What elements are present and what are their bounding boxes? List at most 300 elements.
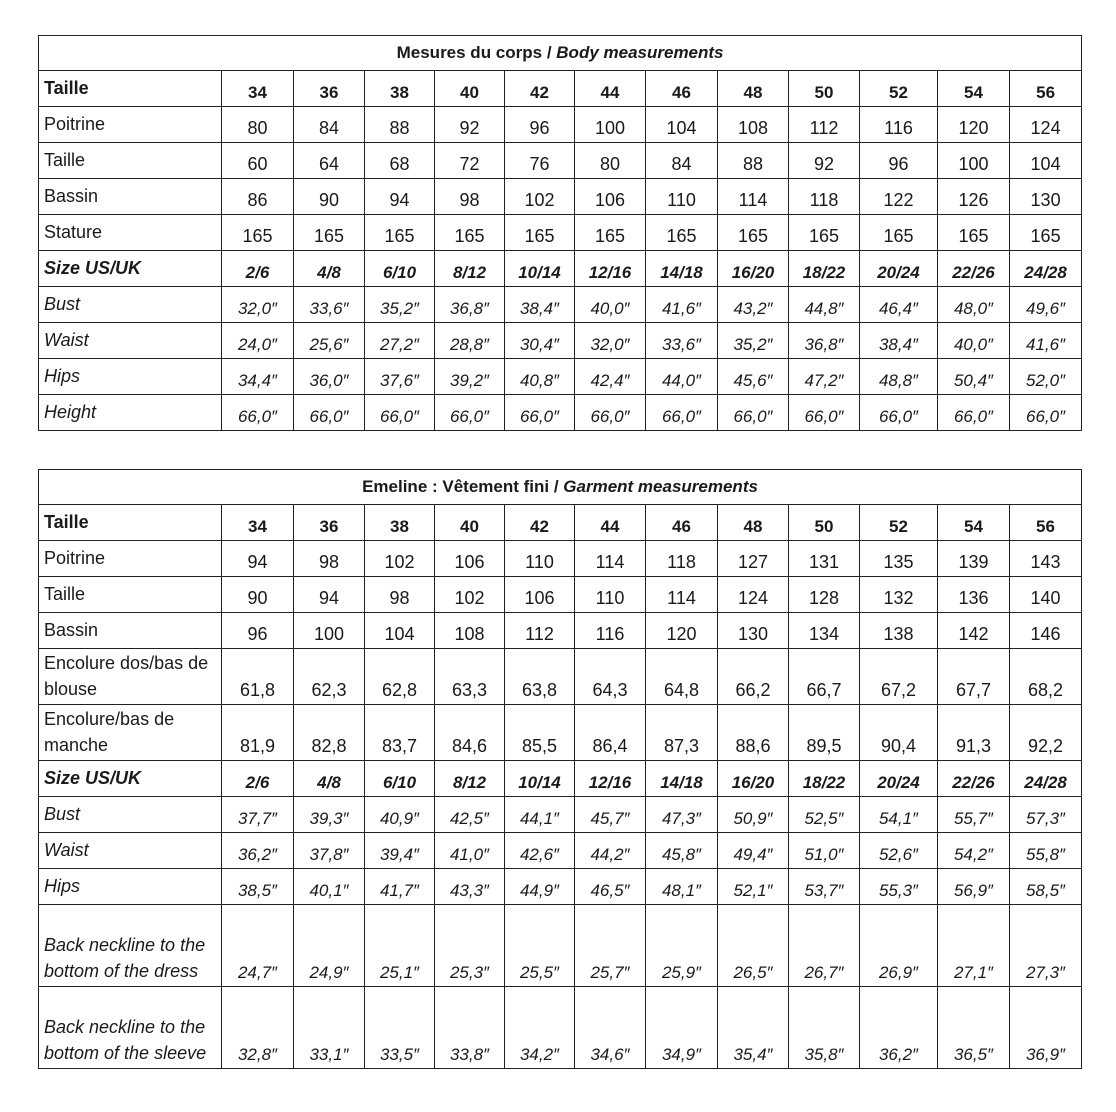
table-cell: 84 xyxy=(294,107,365,143)
table-cell: 39,4″ xyxy=(365,833,435,869)
row-label: Stature xyxy=(39,215,222,251)
imperial-row xyxy=(39,987,1082,1069)
table-cell: 36 xyxy=(294,505,365,541)
table-cell: 49,4″ xyxy=(718,833,789,869)
table-cell: 132 xyxy=(860,577,938,613)
table-cell: 114 xyxy=(646,577,718,613)
metric-row xyxy=(39,143,1082,179)
table-cell: 112 xyxy=(789,107,860,143)
table-cell: 39,2″ xyxy=(435,359,505,395)
table-cell: 42 xyxy=(505,505,575,541)
table-cell: 50 xyxy=(789,71,860,107)
table-cell: 85,5 xyxy=(505,705,575,761)
table-cell: 139 xyxy=(938,541,1010,577)
table-cell: 24,9″ xyxy=(294,905,365,987)
table-cell: 88 xyxy=(718,143,789,179)
table-cell: 76 xyxy=(505,143,575,179)
metric-row xyxy=(39,215,1082,251)
table-cell: 2/6 xyxy=(222,761,294,797)
table-cell: 127 xyxy=(718,541,789,577)
table-cell: 110 xyxy=(575,577,646,613)
table-cell: 50,4″ xyxy=(938,359,1010,395)
table-cell: 38 xyxy=(365,71,435,107)
metric-row xyxy=(39,613,1082,649)
table-cell: 62,3 xyxy=(294,649,365,705)
table-cell: 90,4 xyxy=(860,705,938,761)
table-cell: 41,6″ xyxy=(1010,323,1082,359)
table-cell: 114 xyxy=(575,541,646,577)
table-cell: 8/12 xyxy=(435,761,505,797)
row-label: Encolure/bas de manche xyxy=(39,705,222,761)
table-cell: 26,7″ xyxy=(789,905,860,987)
table-cell: 104 xyxy=(646,107,718,143)
table-cell: 62,8 xyxy=(365,649,435,705)
table-cell: 66,0″ xyxy=(938,395,1010,431)
table-cell: 131 xyxy=(789,541,860,577)
table-cell: 45,6″ xyxy=(718,359,789,395)
table-cell: 40,8″ xyxy=(505,359,575,395)
row-label: Bassin xyxy=(39,613,222,649)
row-label: Height xyxy=(39,395,222,431)
table-cell: 124 xyxy=(1010,107,1082,143)
table-cell: 40,0″ xyxy=(938,323,1010,359)
row-label: Encolure dos/bas de blouse xyxy=(39,649,222,705)
table-cell: 90 xyxy=(222,577,294,613)
table-cell: 38 xyxy=(365,505,435,541)
row-label: Back neckline to the bottom of the dress xyxy=(39,905,222,987)
table-cell: 34,4″ xyxy=(222,359,294,395)
table-cell: 96 xyxy=(222,613,294,649)
table-cell: 44 xyxy=(575,505,646,541)
table-cell: 32,0″ xyxy=(222,287,294,323)
imperial-row xyxy=(39,359,1082,395)
table-cell: 14/18 xyxy=(646,251,718,287)
table-cell: 24,7″ xyxy=(222,905,294,987)
table-cell: 66,7 xyxy=(789,649,860,705)
table-cell: 106 xyxy=(435,541,505,577)
table-cell: 66,0″ xyxy=(365,395,435,431)
table-cell: 48 xyxy=(718,505,789,541)
garment-measurements-table xyxy=(38,469,1082,1069)
header-row xyxy=(39,505,1082,541)
table-cell: 118 xyxy=(646,541,718,577)
table-cell: 4/8 xyxy=(294,251,365,287)
table-cell: 165 xyxy=(789,215,860,251)
table-cell: 66,0″ xyxy=(505,395,575,431)
table-cell: 88,6 xyxy=(718,705,789,761)
table-cell: 138 xyxy=(860,613,938,649)
table-cell: 46 xyxy=(646,71,718,107)
table-cell: 25,6″ xyxy=(294,323,365,359)
table-cell: 92 xyxy=(789,143,860,179)
table-cell: 44,0″ xyxy=(646,359,718,395)
metric-row xyxy=(39,705,1082,761)
table-cell: 165 xyxy=(860,215,938,251)
table-cell: 140 xyxy=(1010,577,1082,613)
table-cell: 66,0″ xyxy=(646,395,718,431)
table-cell: 46,4″ xyxy=(860,287,938,323)
table-cell: 36,2″ xyxy=(222,833,294,869)
table-cell: 102 xyxy=(435,577,505,613)
table-cell: 38,4″ xyxy=(860,323,938,359)
table-cell: 56 xyxy=(1010,71,1082,107)
table-cell: 55,3″ xyxy=(860,869,938,905)
us-size-row xyxy=(39,251,1082,287)
table-cell: 42,4″ xyxy=(575,359,646,395)
table-cell: 34,9″ xyxy=(646,987,718,1069)
table-cell: 114 xyxy=(718,179,789,215)
table-cell: 36 xyxy=(294,71,365,107)
table-cell: 44,1″ xyxy=(505,797,575,833)
table-cell: 66,0″ xyxy=(789,395,860,431)
table-cell: 134 xyxy=(789,613,860,649)
table-cell: 54,2″ xyxy=(938,833,1010,869)
table-cell: 48,0″ xyxy=(938,287,1010,323)
table-cell: 96 xyxy=(505,107,575,143)
table-cell: 40,1″ xyxy=(294,869,365,905)
table-cell: 33,6″ xyxy=(646,323,718,359)
table-cell: 32,8″ xyxy=(222,987,294,1069)
table-cell: 56,9″ xyxy=(938,869,1010,905)
row-label: Hips xyxy=(39,359,222,395)
table-cell: 96 xyxy=(860,143,938,179)
table-cell: 66,0″ xyxy=(575,395,646,431)
table-cell: 48,1″ xyxy=(646,869,718,905)
table-cell: 82,8 xyxy=(294,705,365,761)
table-cell: 55,7″ xyxy=(938,797,1010,833)
table-cell: 116 xyxy=(860,107,938,143)
table-cell: 26,9″ xyxy=(860,905,938,987)
table-cell: 37,7″ xyxy=(222,797,294,833)
row-label: Hips xyxy=(39,869,222,905)
table-cell: 24/28 xyxy=(1010,761,1082,797)
table-cell: 100 xyxy=(575,107,646,143)
table-cell: 116 xyxy=(575,613,646,649)
table-cell: 100 xyxy=(938,143,1010,179)
table-cell: 39,3″ xyxy=(294,797,365,833)
table-cell: 63,3 xyxy=(435,649,505,705)
table-cell: 34 xyxy=(222,71,294,107)
row-label: Taille xyxy=(39,143,222,179)
table-cell: 50,9″ xyxy=(718,797,789,833)
table-cell: 25,1″ xyxy=(365,905,435,987)
table-cell: 47,3″ xyxy=(646,797,718,833)
table-cell: 41,6″ xyxy=(646,287,718,323)
table-cell: 54 xyxy=(938,71,1010,107)
table-cell: 165 xyxy=(938,215,1010,251)
table-cell: 110 xyxy=(646,179,718,215)
table-cell: 30,4″ xyxy=(505,323,575,359)
table-cell: 42 xyxy=(505,71,575,107)
table-cell: 48 xyxy=(718,71,789,107)
table-cell: 33,8″ xyxy=(435,987,505,1069)
imperial-row xyxy=(39,905,1082,987)
table-cell: 38,4″ xyxy=(505,287,575,323)
table-cell: 41,0″ xyxy=(435,833,505,869)
table-cell: 25,3″ xyxy=(435,905,505,987)
table-cell: 12/16 xyxy=(575,761,646,797)
table-cell: 98 xyxy=(294,541,365,577)
table-cell: 46 xyxy=(646,505,718,541)
table-cell: 136 xyxy=(938,577,1010,613)
table-cell: 37,6″ xyxy=(365,359,435,395)
table-cell: 33,6″ xyxy=(294,287,365,323)
table-cell: 104 xyxy=(1010,143,1082,179)
table-cell: 45,8″ xyxy=(646,833,718,869)
table-cell: 122 xyxy=(860,179,938,215)
table-cell: 124 xyxy=(718,577,789,613)
table-cell: 52 xyxy=(860,71,938,107)
table-cell: 146 xyxy=(1010,613,1082,649)
table-cell: 130 xyxy=(1010,179,1082,215)
table-cell: 83,7 xyxy=(365,705,435,761)
table-cell: 45,7″ xyxy=(575,797,646,833)
table-cell: 34,2″ xyxy=(505,987,575,1069)
row-label: Taille xyxy=(39,505,222,541)
table-cell: 52,6″ xyxy=(860,833,938,869)
table-cell: 44,2″ xyxy=(575,833,646,869)
table-cell: 36,9″ xyxy=(1010,987,1082,1069)
table-cell: 143 xyxy=(1010,541,1082,577)
table-cell: 64,8 xyxy=(646,649,718,705)
table-cell: 61,8 xyxy=(222,649,294,705)
row-label: Bust xyxy=(39,797,222,833)
table-cell: 2/6 xyxy=(222,251,294,287)
table-title xyxy=(39,36,1082,71)
row-label: Poitrine xyxy=(39,541,222,577)
table-cell: 28,8″ xyxy=(435,323,505,359)
table-cell: 37,8″ xyxy=(294,833,365,869)
table-cell: 120 xyxy=(646,613,718,649)
table-cell: 16/20 xyxy=(718,251,789,287)
table-cell: 60 xyxy=(222,143,294,179)
table-cell: 84 xyxy=(646,143,718,179)
table-cell: 41,7″ xyxy=(365,869,435,905)
table-cell: 34 xyxy=(222,505,294,541)
imperial-row xyxy=(39,797,1082,833)
table-cell: 42,5″ xyxy=(435,797,505,833)
table-cell: 72 xyxy=(435,143,505,179)
imperial-row xyxy=(39,869,1082,905)
metric-row xyxy=(39,577,1082,613)
row-label: Waist xyxy=(39,833,222,869)
table-cell: 35,2″ xyxy=(718,323,789,359)
table-cell: 18/22 xyxy=(789,761,860,797)
table-cell: 165 xyxy=(646,215,718,251)
table-cell: 92 xyxy=(435,107,505,143)
table-cell: 8/12 xyxy=(435,251,505,287)
table-cell: 165 xyxy=(505,215,575,251)
table-cell: 32,0″ xyxy=(575,323,646,359)
table-cell: 22/26 xyxy=(938,251,1010,287)
table-cell: 98 xyxy=(365,577,435,613)
table-cell: 35,4″ xyxy=(718,987,789,1069)
table-cell: 54,1″ xyxy=(860,797,938,833)
table-cell: 40 xyxy=(435,71,505,107)
imperial-row xyxy=(39,323,1082,359)
table-cell: 108 xyxy=(435,613,505,649)
table-cell: 35,2″ xyxy=(365,287,435,323)
table-cell: 66,0″ xyxy=(1010,395,1082,431)
row-label: Taille xyxy=(39,577,222,613)
table-cell: 40 xyxy=(435,505,505,541)
table-cell: 80 xyxy=(575,143,646,179)
table-cell: 36,0″ xyxy=(294,359,365,395)
table-cell: 63,8 xyxy=(505,649,575,705)
metric-row xyxy=(39,649,1082,705)
table-cell: 43,2″ xyxy=(718,287,789,323)
table-title xyxy=(39,470,1082,505)
table-cell: 135 xyxy=(860,541,938,577)
table-cell: 43,3″ xyxy=(435,869,505,905)
row-label: Size US/UK xyxy=(39,251,222,287)
row-label: Taille xyxy=(39,71,222,107)
table-cell: 4/8 xyxy=(294,761,365,797)
table-cell: 66,0″ xyxy=(222,395,294,431)
title-french: Emeline : Vêtement fini / xyxy=(362,477,564,496)
table-cell: 6/10 xyxy=(365,251,435,287)
table-cell: 118 xyxy=(789,179,860,215)
table-cell: 20/24 xyxy=(860,251,938,287)
table-cell: 12/16 xyxy=(575,251,646,287)
table-cell: 126 xyxy=(938,179,1010,215)
table-cell: 98 xyxy=(435,179,505,215)
table-cell: 94 xyxy=(222,541,294,577)
table-cell: 86 xyxy=(222,179,294,215)
table-cell: 52,0″ xyxy=(1010,359,1082,395)
table-cell: 142 xyxy=(938,613,1010,649)
table-cell: 108 xyxy=(718,107,789,143)
table-cell: 68 xyxy=(365,143,435,179)
table-cell: 52 xyxy=(860,505,938,541)
table-cell: 25,9″ xyxy=(646,905,718,987)
table-cell: 48,8″ xyxy=(860,359,938,395)
table-cell: 40,9″ xyxy=(365,797,435,833)
table-cell: 100 xyxy=(294,613,365,649)
table-cell: 130 xyxy=(718,613,789,649)
table-cell: 67,7 xyxy=(938,649,1010,705)
row-label: Poitrine xyxy=(39,107,222,143)
table-cell: 24,0″ xyxy=(222,323,294,359)
table-cell: 36,8″ xyxy=(789,323,860,359)
table-cell: 120 xyxy=(938,107,1010,143)
table-cell: 47,2″ xyxy=(789,359,860,395)
table-cell: 49,6″ xyxy=(1010,287,1082,323)
table-cell: 91,3 xyxy=(938,705,1010,761)
table-cell: 58,5″ xyxy=(1010,869,1082,905)
table-cell: 18/22 xyxy=(789,251,860,287)
table-cell: 165 xyxy=(718,215,789,251)
table-cell: 110 xyxy=(505,541,575,577)
table-cell: 42,6″ xyxy=(505,833,575,869)
metric-row xyxy=(39,541,1082,577)
table-cell: 66,0″ xyxy=(718,395,789,431)
table-cell: 35,8″ xyxy=(789,987,860,1069)
table-cell: 50 xyxy=(789,505,860,541)
table-cell: 165 xyxy=(1010,215,1082,251)
table-cell: 22/26 xyxy=(938,761,1010,797)
imperial-row xyxy=(39,395,1082,431)
table-cell: 14/18 xyxy=(646,761,718,797)
table-cell: 66,2 xyxy=(718,649,789,705)
table-cell: 165 xyxy=(435,215,505,251)
table-cell: 68,2 xyxy=(1010,649,1082,705)
table-cell: 36,2″ xyxy=(860,987,938,1069)
table-cell: 33,1″ xyxy=(294,987,365,1069)
table-cell: 25,7″ xyxy=(575,905,646,987)
row-label: Waist xyxy=(39,323,222,359)
table-cell: 20/24 xyxy=(860,761,938,797)
table-cell: 89,5 xyxy=(789,705,860,761)
metric-row xyxy=(39,107,1082,143)
table-cell: 106 xyxy=(575,179,646,215)
table-cell: 10/14 xyxy=(505,251,575,287)
metric-row xyxy=(39,179,1082,215)
row-label: Size US/UK xyxy=(39,761,222,797)
table-cell: 33,5″ xyxy=(365,987,435,1069)
table-cell: 87,3 xyxy=(646,705,718,761)
table-cell: 64,3 xyxy=(575,649,646,705)
table-cell: 44,8″ xyxy=(789,287,860,323)
table-cell: 64 xyxy=(294,143,365,179)
table-cell: 52,1″ xyxy=(718,869,789,905)
table-cell: 51,0″ xyxy=(789,833,860,869)
table-cell: 90 xyxy=(294,179,365,215)
row-label: Bust xyxy=(39,287,222,323)
title-english: Garment measurements xyxy=(563,477,758,496)
us-size-row xyxy=(39,761,1082,797)
imperial-row xyxy=(39,833,1082,869)
header-row xyxy=(39,71,1082,107)
table-cell: 44,9″ xyxy=(505,869,575,905)
table-cell: 27,2″ xyxy=(365,323,435,359)
table-cell: 102 xyxy=(505,179,575,215)
table-cell: 81,9 xyxy=(222,705,294,761)
table-cell: 102 xyxy=(365,541,435,577)
table-cell: 84,6 xyxy=(435,705,505,761)
table-cell: 67,2 xyxy=(860,649,938,705)
table-cell: 6/10 xyxy=(365,761,435,797)
table-cell: 66,0″ xyxy=(294,395,365,431)
table-cell: 165 xyxy=(365,215,435,251)
table-cell: 27,1″ xyxy=(938,905,1010,987)
table-cell: 104 xyxy=(365,613,435,649)
table-cell: 56 xyxy=(1010,505,1082,541)
table-cell: 54 xyxy=(938,505,1010,541)
table-cell: 46,5″ xyxy=(575,869,646,905)
table-cell: 57,3″ xyxy=(1010,797,1082,833)
table-cell: 165 xyxy=(294,215,365,251)
table-cell: 66,0″ xyxy=(435,395,505,431)
table-cell: 112 xyxy=(505,613,575,649)
table-cell: 53,7″ xyxy=(789,869,860,905)
table-cell: 10/14 xyxy=(505,761,575,797)
table-cell: 55,8″ xyxy=(1010,833,1082,869)
table-cell: 128 xyxy=(789,577,860,613)
table-cell: 27,3″ xyxy=(1010,905,1082,987)
table-cell: 26,5″ xyxy=(718,905,789,987)
table-cell: 66,0″ xyxy=(860,395,938,431)
table-cell: 165 xyxy=(222,215,294,251)
body-measurements-table xyxy=(38,35,1082,431)
table-cell: 80 xyxy=(222,107,294,143)
table-cell: 24/28 xyxy=(1010,251,1082,287)
table-cell: 16/20 xyxy=(718,761,789,797)
table-cell: 94 xyxy=(365,179,435,215)
title-english: Body measurements xyxy=(556,43,724,62)
table-cell: 38,5″ xyxy=(222,869,294,905)
table-cell: 40,0″ xyxy=(575,287,646,323)
